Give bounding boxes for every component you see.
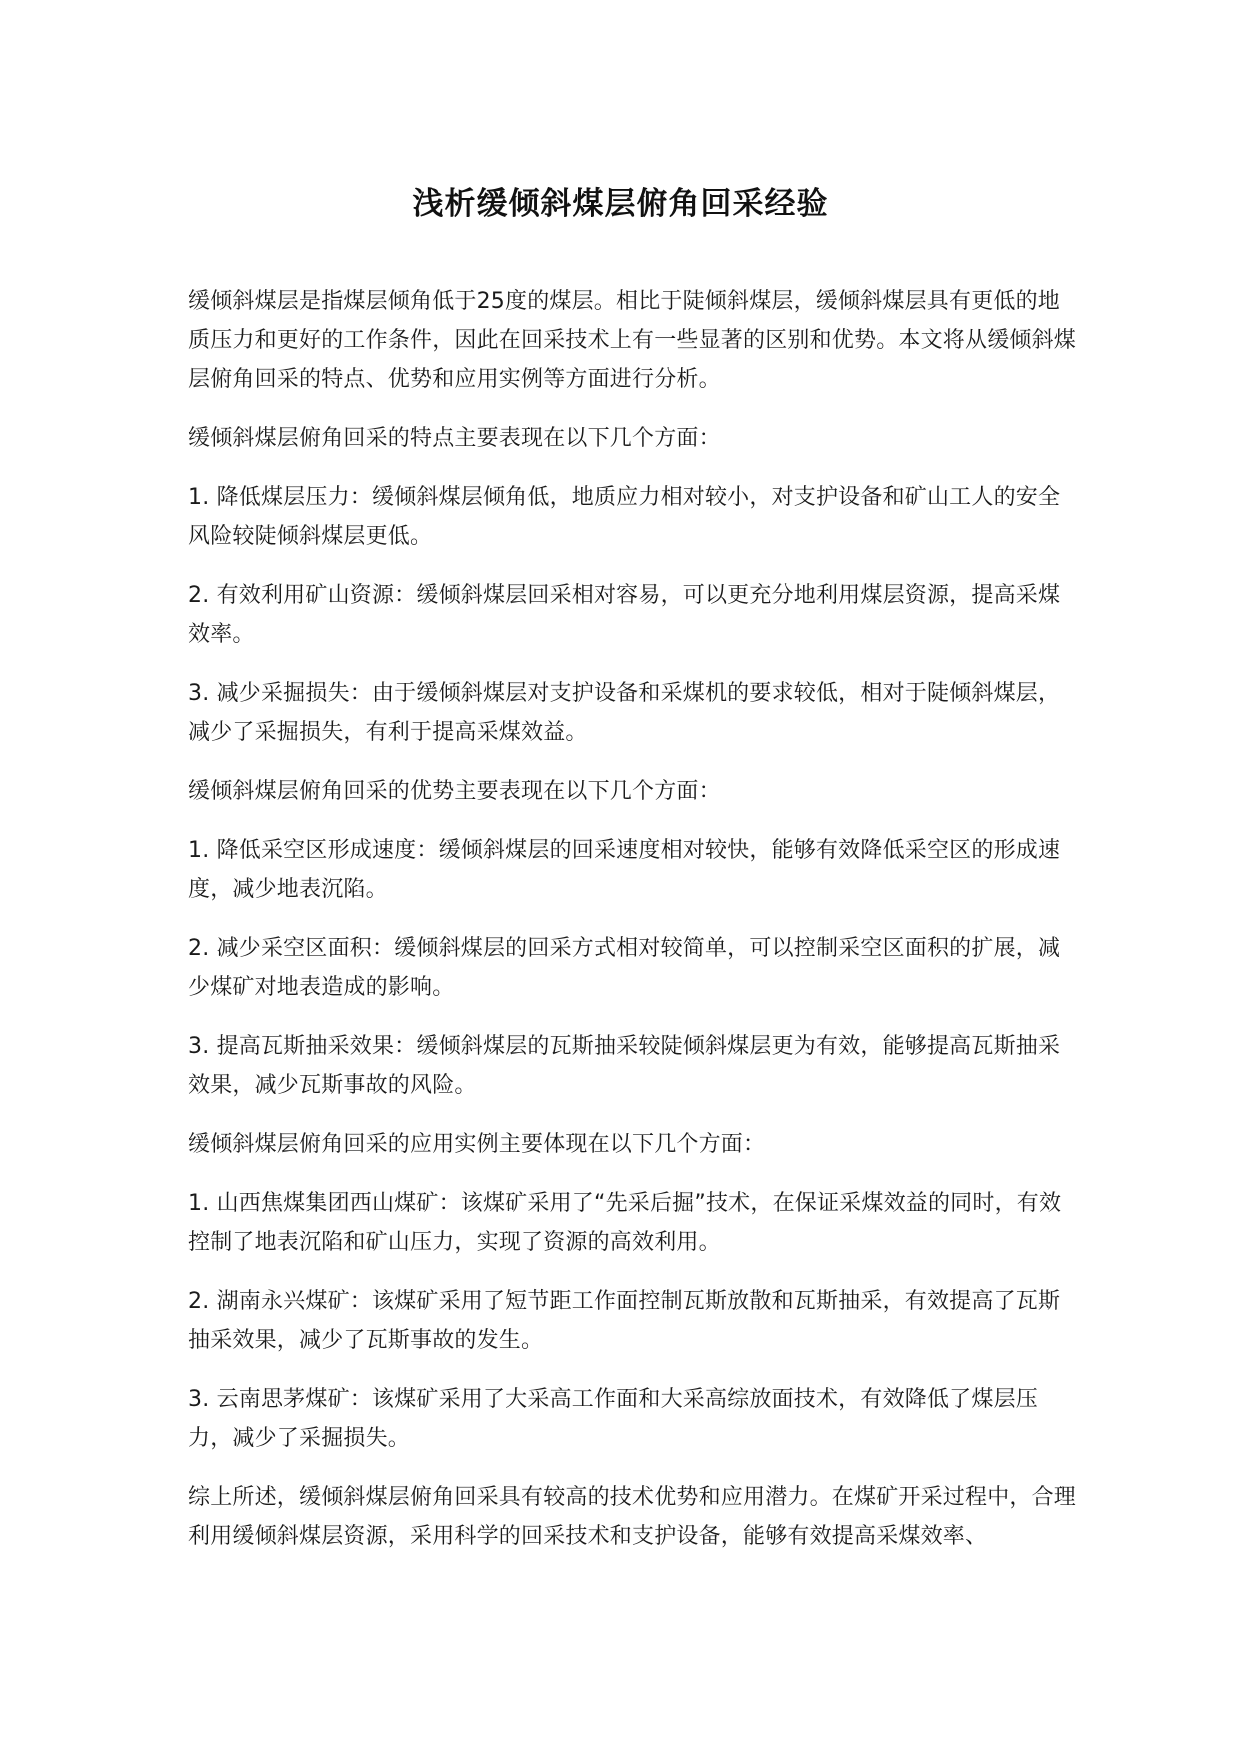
paragraph-example-2: 2. 湖南永兴煤矿：该煤矿采用了短节距工作面控制瓦斯放散和瓦斯抽采，有效提高了瓦斯抽采效果，减少了瓦斯事故的发生。 — [188, 1289, 1061, 1353]
paragraph-example-3: 3. 云南思茅煤矿：该煤矿采用了大采高工作面和大采高综放面技术，有效降低了煤层压力，减少了采掘损失。 — [188, 1387, 1038, 1451]
document-title: 浅析缓倾斜煤层俯角回采经验 — [412, 186, 829, 222]
paragraph-features-heading: 缓倾斜煤层俯角回采的特点主要表现在以下几个方面： — [188, 426, 721, 451]
document-body — [188, 282, 1078, 1576]
paragraph-feature-1: 1. 降低煤层压力：缓倾斜煤层倾角低，地质应力相对较小，对支护设备和矿山工人的安全风险较陡倾斜煤层更低。 — [188, 485, 1061, 549]
paragraph-advantages-heading: 缓倾斜煤层俯角回采的优势主要表现在以下几个方面： — [188, 779, 721, 804]
paragraph-feature-2: 2. 有效利用矿山资源：缓倾斜煤层回采相对容易，可以更充分地利用煤层资源，提高采煤效率。 — [188, 583, 1061, 647]
paragraph-advantage-2: 2. 减少采空区面积：缓倾斜煤层的回采方式相对较简单，可以控制采空区面积的扩展，减少煤矿对地表造成的影响。 — [188, 936, 1061, 1000]
paragraph-feature-3: 3. 减少采掘损失：由于缓倾斜煤层对支护设备和采煤机的要求较低，相对于陡倾斜煤层，减少了采掘损失，有利于提高采煤效益。 — [188, 681, 1061, 745]
paragraph-examples-heading: 缓倾斜煤层俯角回采的应用实例主要体现在以下几个方面： — [188, 1132, 766, 1157]
paragraph-advantage-3: 3. 提高瓦斯抽采效果：缓倾斜煤层的瓦斯抽采较陡倾斜煤层更为有效，能够提高瓦斯抽采效果，减少瓦斯事故的风险。 — [188, 1034, 1061, 1098]
paragraph-intro: 缓倾斜煤层是指煤层倾角低于25度的煤层。相比于陡倾斜煤层，缓倾斜煤层具有更低的地质压力和更好的工作条件，因此在回采技术上有一些显著的区别和优势。本文将从缓倾斜煤层俯角回采的特点、优势和应用实例等方面进行分析。 — [188, 289, 1077, 392]
paragraph-advantage-1: 1. 降低采空区形成速度：缓倾斜煤层的回采速度相对较快，能够有效降低采空区的形成速度，减少地表沉陷。 — [188, 838, 1061, 902]
paragraph-example-1: 1. 山西焦煤集团西山煤矿：该煤矿采用了“先采后掘”技术，在保证采煤效益的同时，有效控制了地表沉陷和矿山压力，实现了资源的高效利用。 — [188, 1191, 1062, 1255]
paragraph-conclusion: 综上所述，缓倾斜煤层俯角回采具有较高的技术优势和应用潜力。在煤矿开采过程中，合理利用缓倾斜煤层资源，采用科学的回采技术和支护设备，能够有效提高采煤效率、 — [188, 1485, 1077, 1549]
